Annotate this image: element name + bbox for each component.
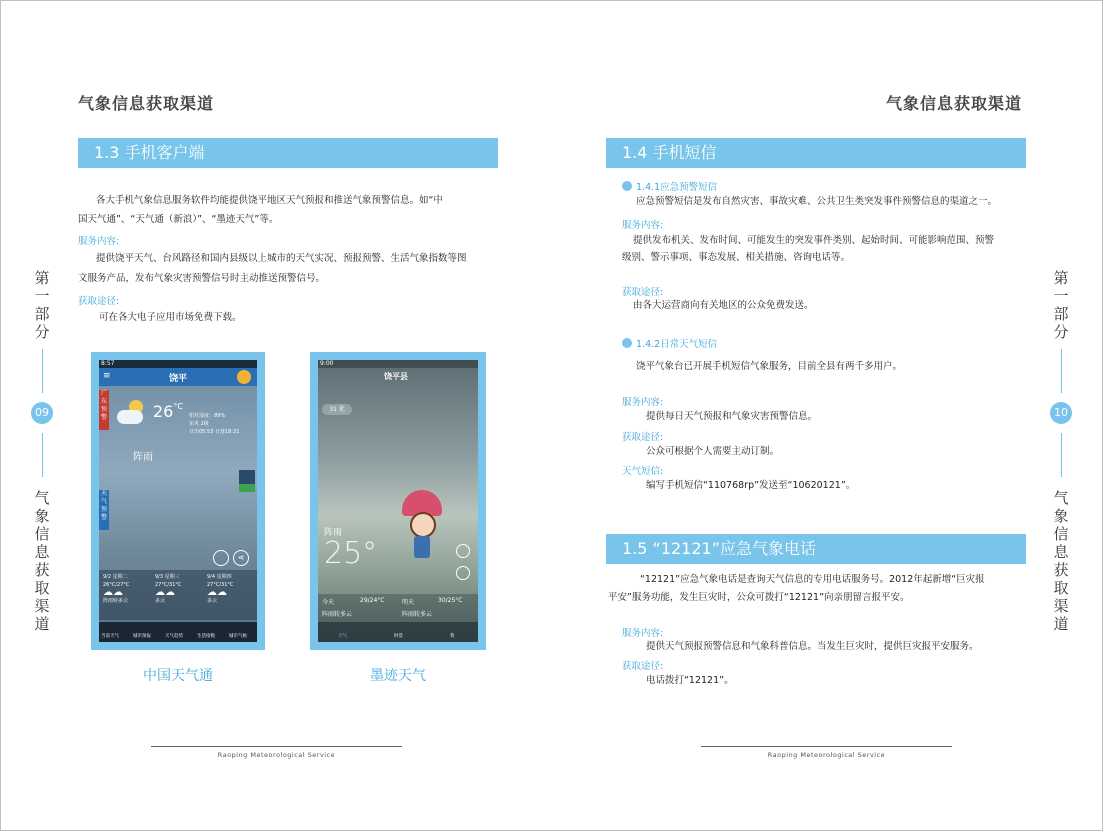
right-page-header: 气象信息获取渠道 — [886, 94, 1023, 113]
forecast-day-1: 9/2 星期二 26°C/27°C ☁☁ 阵雨转多云 — [103, 574, 130, 604]
sms-text: 编写手机短信“110768rp”发送至“10620121”。 — [646, 480, 856, 491]
caption-moji: 墨迹天气 — [370, 668, 426, 684]
chapter-label-right: 气 象 信 息 获 取 渠 道 — [1053, 489, 1069, 633]
tab-me[interactable]: 我 — [450, 634, 455, 639]
forecast-strip — [318, 594, 478, 622]
city-name: 饶平县 — [384, 372, 408, 381]
para-1-4-1: 应急预警短信是发布自然灾害、事故灾难、公共卫生类突发事件预警信息的渠道之一。 — [636, 196, 998, 207]
current-temp: $26^{^\circ C}$ — [153, 402, 183, 421]
bullet-dot — [622, 338, 632, 348]
phone-screenshot-zgtqt — [91, 352, 265, 650]
tab-city-forecast[interactable]: 城市预报 — [133, 634, 151, 639]
voice-icon[interactable] — [213, 550, 229, 566]
voice-icon[interactable] — [456, 544, 470, 558]
character-head — [410, 512, 436, 538]
tab-current[interactable]: 当前天气 — [101, 634, 119, 639]
para-1-5-line-2: 平安”服务功能，发生巨灾时，公众可拨打“12121”向亲朋留言报平安。 — [608, 592, 910, 603]
footer-right: Raoping Meteorological Service — [767, 751, 886, 759]
service-label: 服务内容: — [622, 220, 664, 231]
forecast-day-2: 9/3 星期三 27°C/31°C ☁☁ 多云 — [155, 574, 182, 604]
alert-tag[interactable]: 广东预警 — [99, 390, 109, 430]
aqi-badge[interactable]: 31 优 — [322, 404, 352, 415]
access-label: 获取途径: — [622, 287, 664, 298]
part-label-left: 第 一 部 分 — [34, 269, 50, 341]
footer-divider-left — [151, 746, 402, 747]
para-1-4-2: 饶平气象台已开展手机短信气象服务，目前全县有两千多用户。 — [636, 361, 903, 372]
rain-cloud-icon — [115, 400, 145, 430]
weather-details: 相对湿度：89% 东风 2级 日出05:53 日落18:31 — [189, 413, 240, 435]
left-page-header: 气象信息获取渠道 — [78, 94, 215, 113]
current-temp: 25° — [324, 536, 378, 571]
tab-scene[interactable]: 时景 — [394, 634, 403, 639]
service-line-1: 提供饶平天气、台风路径和国内县级以上城市的天气实况、预报预警、生活气象指数等图 — [96, 253, 467, 264]
page-number-right: 10 — [1050, 402, 1072, 424]
chapter-label-left: 气 象 信 息 获 取 渠 道 — [34, 489, 50, 633]
phone-screen — [99, 360, 257, 642]
access-text: 可在各大电子应用市场免费下载。 — [99, 312, 242, 323]
subsection-1-4-2: 1.4.2日常天气短信 — [622, 336, 717, 350]
footer-divider-right — [701, 746, 952, 747]
service-label-2: 服务内容: — [622, 397, 664, 408]
access-1: 由各大运营商向有关地区的公众免费发送。 — [633, 300, 814, 311]
side-button-green[interactable] — [239, 484, 255, 492]
app-header — [99, 368, 257, 386]
access-3: 电话拨打“12121”。 — [646, 675, 734, 686]
service-1-line-2: 级别、警示事项、事态发展、相关措施、咨询电话等。 — [622, 252, 851, 263]
para-1-5-line-1: “12121”应急气象电话是查询天气信息的专用电话服务号。2012年起新增“巨灾报 — [640, 574, 985, 585]
service-line-2: 文服务产品，发布气象灾害预警信号时主动推送预警信号。 — [78, 273, 326, 284]
tab-life-index[interactable]: 生活指数 — [197, 634, 215, 639]
sms-label: 天气短信: — [622, 466, 664, 477]
access-label-3: 获取途径: — [622, 661, 664, 672]
weather-desc: 阵雨 — [324, 528, 343, 538]
tab-weather[interactable]: 天气 — [338, 634, 347, 639]
today-temp: 29/24°C — [360, 597, 385, 604]
city-name: 饶平 — [169, 374, 188, 384]
access-label: 获取途径: — [78, 296, 120, 307]
intro-line-1: 各大手机气象信息服务软件均能提供饶平地区天气预报和推送气象预警信息。如“中 — [96, 195, 443, 206]
page-number-left: 09 — [31, 402, 53, 424]
intro-line-2: 国天气通”、“天气通（新浪）”、“墨迹天气”等。 — [78, 214, 279, 225]
side-tag[interactable]: 天气预警 — [99, 490, 109, 530]
access-label-2: 获取途径: — [622, 432, 664, 443]
section-1-3-title: 1.3 手机客户端 — [78, 138, 498, 168]
caption-zgtqt: 中国天气通 — [143, 668, 213, 684]
phone-screen — [318, 360, 478, 642]
today-label: 今天 — [322, 599, 335, 606]
subsection-1-4-1: 1.4.1应急预警短信 — [622, 179, 717, 193]
service-label-3: 服务内容: — [622, 628, 664, 639]
menu-icon[interactable]: ≡ — [103, 371, 111, 381]
share-icon[interactable]: ⋖ — [233, 550, 249, 566]
bottom-tab-bar — [99, 622, 257, 642]
tab-trend[interactable]: 天气趋势 — [165, 634, 183, 639]
service-label: 服务内容: — [78, 236, 120, 247]
share-icon[interactable] — [456, 566, 470, 580]
section-1-4-title: 1.4 手机短信 — [606, 138, 1026, 168]
part-label-right: 第 一 部 分 — [1053, 269, 1069, 341]
access-2: 公众可根据个人需要主动订制。 — [646, 446, 780, 457]
tomorrow-temp: 30/25°C — [438, 597, 463, 604]
today-desc: 阵雨转多云 — [322, 611, 353, 618]
side-divider — [1061, 349, 1062, 393]
avatar-icon[interactable] — [237, 370, 251, 384]
status-bar: 8:57 — [99, 360, 257, 368]
status-bar: 9:00 — [318, 360, 478, 368]
forecast-strip — [99, 570, 257, 620]
weather-desc: 阵雨 — [133, 452, 153, 463]
bullet-dot — [622, 181, 632, 191]
bottom-tab-bar — [318, 622, 478, 642]
tomorrow-desc: 阵雨转多云 — [402, 611, 433, 618]
side-divider — [1061, 433, 1062, 477]
forecast-day-3: 9/4 星期四 27°C/31°C ☁☁ 多云 — [207, 574, 234, 604]
service-3: 提供天气预报预警信息和气象科普信息。当发生巨灾时，提供巨灾报平安服务。 — [646, 641, 979, 652]
tomorrow-label: 明天 — [402, 599, 415, 606]
footer-left: Raoping Meteorological Service — [217, 751, 336, 759]
service-1-line-1: 提供发布机关、发布时间、可能发生的突发事件类别、起始时间、可能影响范围、预警 — [633, 235, 995, 246]
section-1-5-title: 1.5 “12121”应急气象电话 — [606, 534, 1026, 564]
side-divider — [42, 349, 43, 393]
service-2: 提供每日天气预报和气象灾害预警信息。 — [646, 411, 818, 422]
character-body — [414, 536, 430, 558]
phone-screenshot-moji — [310, 352, 486, 650]
tab-climate[interactable]: 城市气候 — [229, 634, 247, 639]
side-divider — [42, 433, 43, 477]
